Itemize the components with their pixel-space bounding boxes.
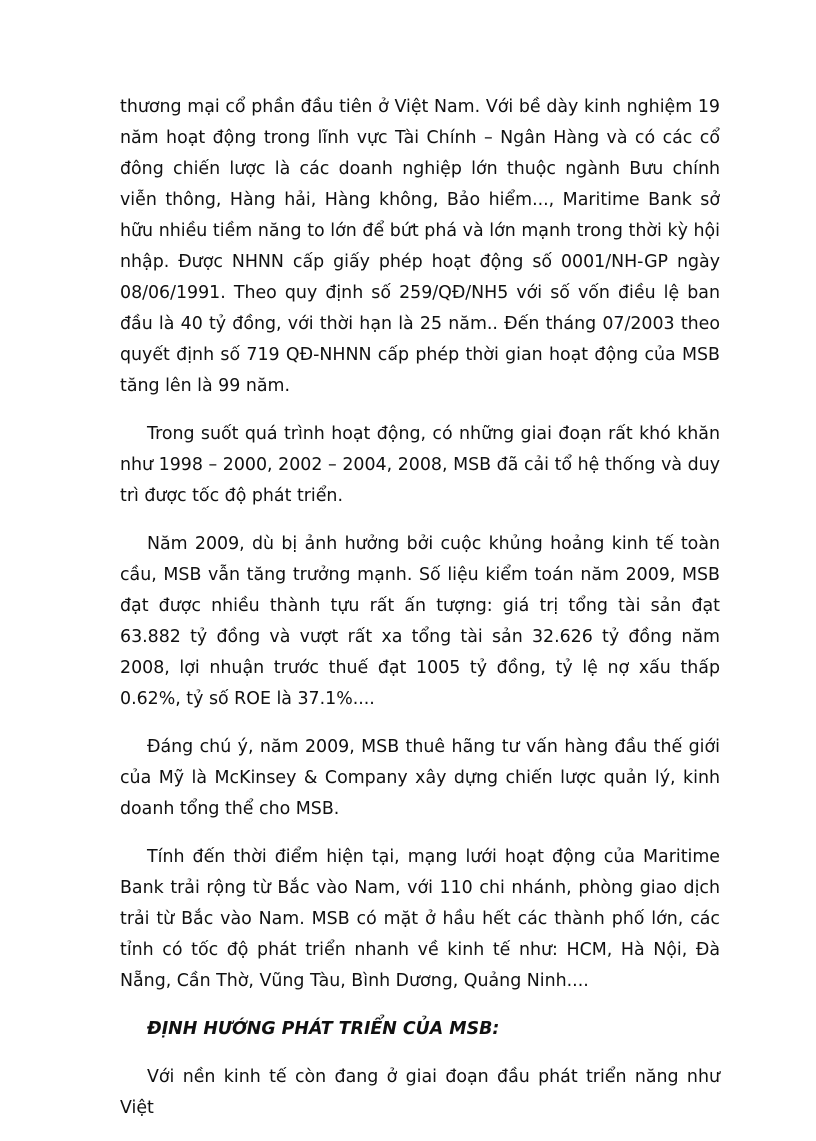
paragraph-year-2009: Năm 2009, dù bị ảnh hưởng bởi cuộc khủng hoảng kinh tế toàn cầu, MSB vẫn tăng trưởng mạnh. Số liệu kiểm toán năm 2009, MSB đạt được nhiều thành tựu rất ấn tượng: giá trị tổng tài sản đạt 63.882 tỷ đồng và vượt rất xa tổng tài sản 32.626 tỷ đồng năm 2008, lợi nhuận trước thuế đạt 1005 tỷ đồng, tỷ lệ nợ xấu thấp 0.62%, tỷ số ROE là 37.1%.... — [120, 534, 720, 709]
paragraph-history: Trong suốt quá trình hoạt động, có những giai đoạn rất khó khăn như 1998 – 2000, 2002 – 2004, 2008, MSB đã cải tổ hệ thống và duy trì được tốc độ phát triển. — [120, 424, 720, 506]
paragraph-intro: thương mại cổ phần đầu tiên ở Việt Nam. Với bề dày kinh nghiệm 19 năm hoạt động trong lĩnh vực Tài Chính – Ngân Hàng và có các cổ đông chiến lược là các doanh nghiệp lớn thuộc ngành Bưu chính viễn thông, Hàng hải, Hàng không, Bảo hiểm..., Maritime Bank sở hữu nhiều tiềm năng to lớn để bứt phá và lớn mạnh trong thời kỳ hội nhập. Được NHNN cấp giấy phép hoạt động số 0001/NH-GP ngày 08/06/1991. Theo quy định số 259/QĐ/NH5 với số vốn điều lệ ban đầu là 40 tỷ đồng, với thời hạn là 25 năm.. Đến tháng 07/2003 theo quyết định số 719 QĐ-NHNN cấp phép thời gian hoạt động của MSB tăng lên là 99 năm. — [120, 97, 720, 396]
paragraph-network: Tính đến thời điểm hiện tại, mạng lưới hoạt động của Maritime Bank trải rộng từ Bắc vào Nam, với 110 chi nhánh, phòng giao dịch trải từ Bắc vào Nam. MSB có mặt ở hầu hết các thành phố lớn, các tỉnh có tốc độ phát triển nhanh về kinh tế như: HCM, Hà Nội, Đà Nẵng, Cần Thờ, Vũng Tàu, Bình Dương, Quảng Ninh.... — [120, 847, 720, 991]
section-heading: ĐỊNH HƯỚNG PHÁT TRIỂN CỦA MSB: — [147, 1019, 500, 1039]
paragraph-closing: Với nền kinh tế còn đang ở giai đoạn đầu phát triển năng như Việt — [120, 1067, 720, 1118]
paragraph-mckinsey: Đáng chú ý, năm 2009, MSB thuê hãng tư vấn hàng đầu thế giới của Mỹ là McKinsey & Company xây dựng chiến lược quản lý, kinh doanh tổng thể cho MSB. — [120, 737, 720, 819]
document-page — [120, 92, 720, 1141]
